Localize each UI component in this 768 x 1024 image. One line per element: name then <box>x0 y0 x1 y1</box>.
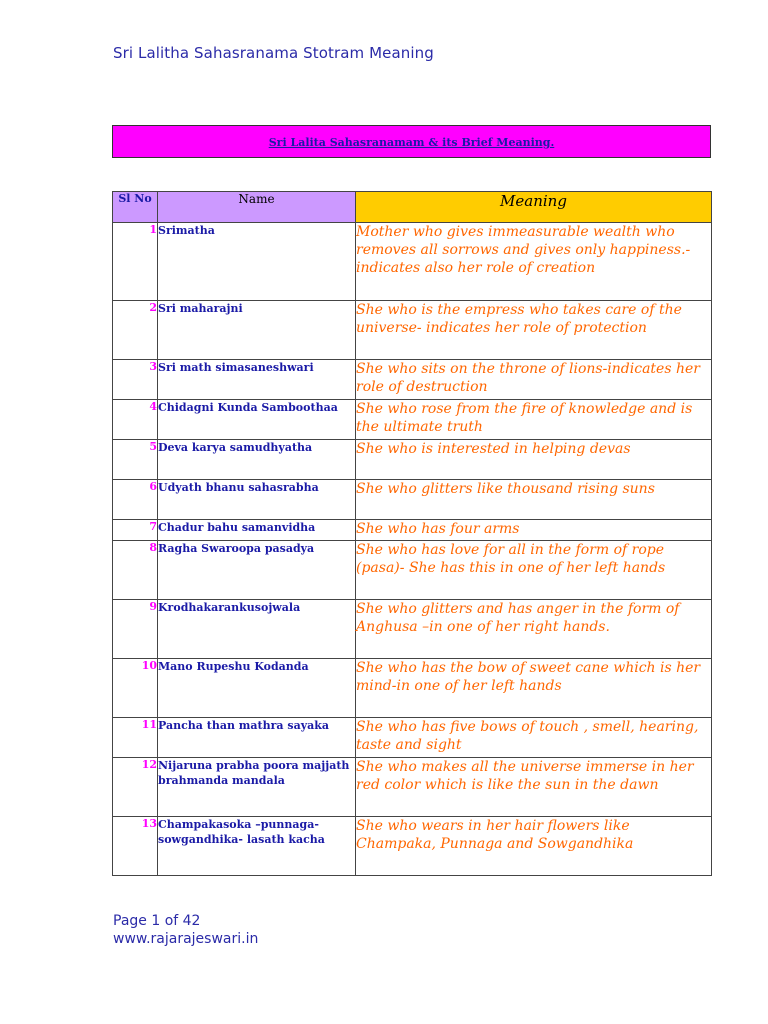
table-header-row <box>113 192 712 223</box>
row-name: Srimatha <box>158 223 356 301</box>
page-number: Page 1 of 42 <box>113 913 201 929</box>
row-meaning: She who wears in her hair flowers like Champaka, Punnaga and Sowgandhika <box>356 817 712 876</box>
row-number: 5 <box>113 440 158 480</box>
table-row <box>113 400 712 440</box>
row-number: 4 <box>113 400 158 440</box>
table-row <box>113 718 712 758</box>
row-meaning: She who glitters like thousand rising suns <box>356 480 712 520</box>
row-name: Sri maharajni <box>158 301 356 360</box>
row-name: Champakasoka –punnaga-sowgandhika- lasath kacha <box>158 817 356 876</box>
page-footer <box>113 912 258 948</box>
row-meaning: She who sits on the throne of lions-indicates her role of destruction <box>356 360 712 400</box>
names-meaning-table <box>112 191 712 876</box>
row-name: Udyath bhanu sahasrabha <box>158 480 356 520</box>
website-url: www.rajarajeswari.in <box>113 931 259 947</box>
row-meaning: She who is interested in helping devas <box>356 440 712 480</box>
row-number: 3 <box>113 360 158 400</box>
column-header-name: Name <box>158 192 356 223</box>
row-name: Nijaruna prabha poora majjath brahmanda mandala <box>158 758 356 817</box>
document-title: Sri Lalita Sahasranamam & its Brief Meaning. <box>268 136 555 149</box>
row-meaning: She who has five bows of touch , smell, hearing, taste and sight <box>356 718 712 758</box>
row-name: Mano Rupeshu Kodanda <box>158 659 356 718</box>
row-meaning: She who makes all the universe immerse in her red color which is like the sun in the dawn <box>356 758 712 817</box>
row-number: 2 <box>113 301 158 360</box>
table-row <box>113 758 712 817</box>
row-number: 11 <box>113 718 158 758</box>
page-header-title: Sri Lalitha Sahasranama Stotram Meaning <box>113 44 434 62</box>
row-meaning: She who has the bow of sweet cane which is her mind-in one of her left hands <box>356 659 712 718</box>
column-header-sl-no: Sl No <box>113 192 158 223</box>
row-name: Chidagni Kunda Samboothaa <box>158 400 356 440</box>
row-number: 9 <box>113 600 158 659</box>
table-row <box>113 817 712 876</box>
row-meaning: Mother who gives immeasurable wealth who removes all sorrows and gives only happiness.-indicates also her role of creation <box>356 223 712 301</box>
table-row <box>113 360 712 400</box>
row-name: Pancha than mathra sayaka <box>158 718 356 758</box>
table-row <box>113 520 712 541</box>
row-meaning: She who is the empress who takes care of the universe- indicates her role of protection <box>356 301 712 360</box>
table-row <box>113 659 712 718</box>
column-header-meaning: Meaning <box>356 192 712 223</box>
row-number: 8 <box>113 541 158 600</box>
row-number: 12 <box>113 758 158 817</box>
table-row <box>113 223 712 301</box>
document-title-banner <box>112 125 711 158</box>
table-row <box>113 440 712 480</box>
row-name: Krodhakarankusojwala <box>158 600 356 659</box>
row-meaning: She who has love for all in the form of rope (pasa)- She has this in one of her left hands <box>356 541 712 600</box>
row-name: Ragha Swaroopa pasadya <box>158 541 356 600</box>
row-meaning: She who has four arms <box>356 520 712 541</box>
row-name: Sri math simasaneshwari <box>158 360 356 400</box>
row-name: Chadur bahu samanvidha <box>158 520 356 541</box>
row-number: 13 <box>113 817 158 876</box>
row-number: 10 <box>113 659 158 718</box>
row-number: 1 <box>113 223 158 301</box>
row-meaning: She who rose from the fire of knowledge and is the ultimate truth <box>356 400 712 440</box>
table-row <box>113 600 712 659</box>
row-number: 6 <box>113 480 158 520</box>
row-number: 7 <box>113 520 158 541</box>
row-meaning: She who glitters and has anger in the form of Anghusa –in one of her right hands. <box>356 600 712 659</box>
table-row <box>113 301 712 360</box>
row-name: Deva karya samudhyatha <box>158 440 356 480</box>
table-row <box>113 541 712 600</box>
table-row <box>113 480 712 520</box>
